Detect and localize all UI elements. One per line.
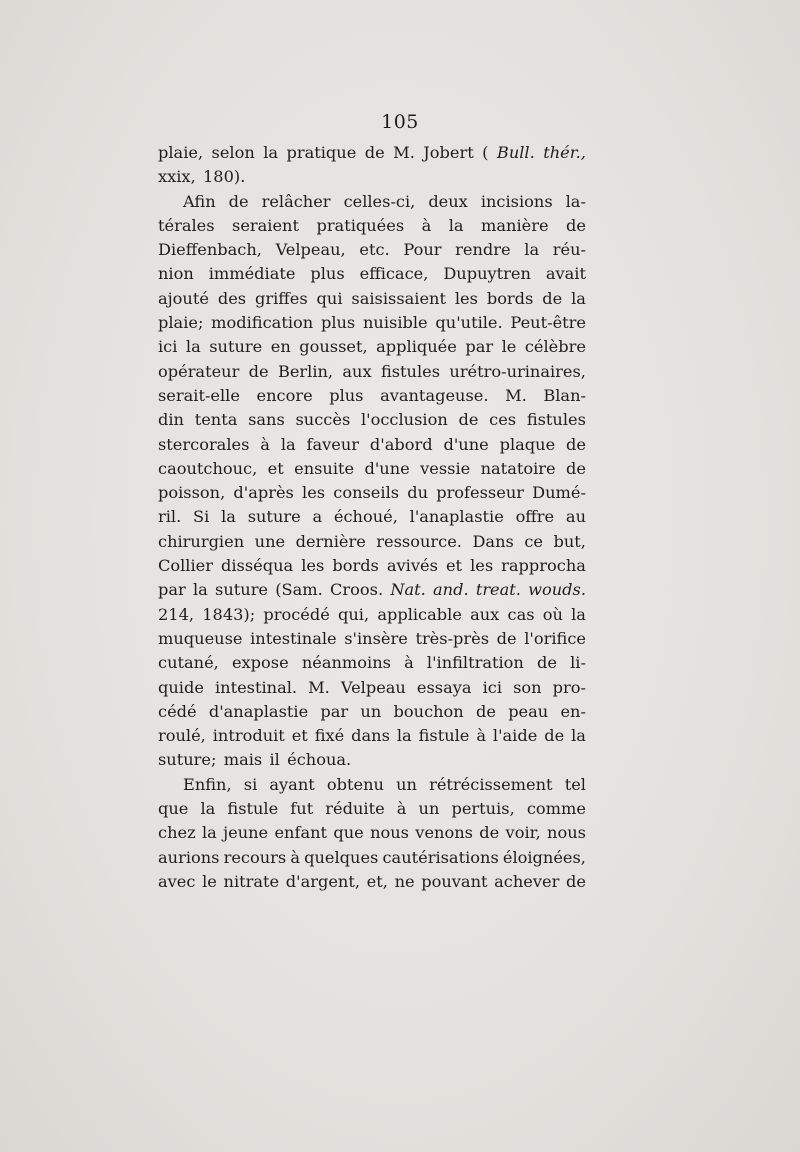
- word: immédiate: [208, 264, 296, 284]
- word: ayant: [269, 774, 315, 794]
- word: gousset,: [299, 337, 368, 357]
- word: caoutchouc,: [158, 458, 258, 478]
- word: les: [301, 556, 325, 576]
- word: avantageuse.: [380, 385, 489, 405]
- word: natatoire: [480, 458, 556, 478]
- word: dernière: [295, 531, 366, 551]
- text-line: [158, 360, 586, 384]
- word: but,: [553, 531, 586, 551]
- text-line: [158, 165, 586, 189]
- word: la: [280, 434, 296, 454]
- word: néanmoins: [301, 653, 391, 673]
- word: la: [192, 580, 208, 600]
- word: qui: [316, 288, 343, 308]
- word: plaie;: [158, 313, 204, 333]
- word: M.: [505, 385, 527, 405]
- word: recours: [223, 847, 287, 867]
- word: stercorales: [158, 434, 250, 454]
- word: si: [243, 774, 258, 794]
- word: ensuite: [294, 458, 355, 478]
- text-line: [158, 190, 586, 214]
- word: de: [566, 434, 586, 454]
- text-line: [158, 578, 586, 602]
- word: cautérisations: [382, 847, 499, 867]
- word: seraient: [232, 215, 299, 235]
- word: d'argent,: [285, 871, 361, 891]
- text-line: [158, 700, 586, 724]
- word: de: [537, 653, 557, 673]
- word: chez: [158, 823, 196, 843]
- word: plus: [310, 264, 345, 284]
- text-line: [158, 481, 586, 505]
- text-line: [158, 676, 586, 700]
- word: les: [470, 556, 494, 576]
- word: pouvant: [421, 871, 488, 891]
- word: nitrate: [223, 871, 280, 891]
- word: modification: [211, 313, 314, 333]
- word: en-: [560, 701, 586, 721]
- word: Afin: [183, 191, 216, 211]
- word: mais: [223, 750, 263, 770]
- word: à: [421, 215, 432, 235]
- word: à: [396, 799, 407, 819]
- word: Peut-être: [510, 313, 586, 333]
- word: à: [290, 847, 300, 867]
- word: xxix,: [158, 167, 196, 187]
- word: plaie,: [158, 143, 204, 162]
- word: appliquée: [376, 337, 457, 357]
- word: au: [565, 507, 586, 527]
- word: (: [482, 143, 489, 162]
- word: din: [158, 410, 184, 430]
- word: ressource.: [376, 531, 462, 551]
- text-line: [158, 870, 586, 894]
- word: avec: [158, 871, 196, 891]
- word: relâcher: [261, 191, 331, 211]
- text-line: [158, 554, 586, 578]
- word: conseils: [333, 483, 400, 503]
- word: échoua.: [287, 750, 352, 770]
- word: l'anaplastie: [409, 507, 504, 527]
- word: urétro-urinaires,: [449, 361, 586, 381]
- word: li-: [570, 653, 586, 673]
- word: fistules: [526, 410, 586, 430]
- word: des: [217, 288, 247, 308]
- word: tel: [564, 774, 586, 794]
- word: à: [404, 653, 414, 673]
- word: de: [566, 215, 586, 235]
- word: il: [269, 750, 280, 770]
- word: du: [407, 483, 429, 503]
- word: d'après: [233, 483, 294, 503]
- word: essaya: [416, 677, 472, 697]
- word: cas: [507, 604, 535, 624]
- word: térales: [158, 215, 215, 235]
- word: muqueuse: [158, 628, 243, 648]
- word: 180).: [203, 167, 246, 187]
- word: et: [267, 458, 284, 478]
- word: procédé: [263, 604, 330, 624]
- word: la: [571, 604, 586, 624]
- word: serait-elle: [158, 385, 240, 405]
- word: de: [542, 288, 563, 308]
- word: (Sam.: [275, 580, 323, 600]
- page-number: 105: [381, 111, 419, 133]
- word: son: [513, 677, 542, 697]
- word: bords: [486, 288, 534, 308]
- word: introduit: [212, 726, 285, 746]
- word: Enfin,: [183, 774, 232, 794]
- word: griffes: [254, 288, 308, 308]
- word: fistules: [380, 361, 441, 381]
- word: et: [291, 726, 308, 746]
- word: dans: [351, 726, 390, 746]
- word: s'insère: [344, 628, 408, 648]
- word: de: [496, 628, 517, 648]
- word: manière: [481, 215, 549, 235]
- text-line: [158, 773, 586, 797]
- word: la-: [565, 191, 586, 211]
- word: tenta: [194, 410, 238, 430]
- word: plus: [320, 313, 356, 333]
- text-line: [158, 821, 586, 845]
- word: enfant: [274, 823, 328, 843]
- word: de: [479, 823, 500, 843]
- word: que: [333, 823, 364, 843]
- word: de: [475, 701, 496, 721]
- word: poisson,: [158, 483, 226, 503]
- word: la: [571, 726, 586, 746]
- word: disséqua: [221, 556, 294, 576]
- text-line: [158, 335, 586, 359]
- word: Pour: [403, 240, 442, 260]
- word: la: [524, 240, 540, 260]
- word: Nat.: [390, 580, 426, 600]
- word: Velpeau,: [275, 240, 346, 260]
- text-line: [158, 287, 586, 311]
- word: par: [158, 580, 186, 600]
- text-line: [158, 311, 586, 335]
- word: Croos.: [330, 580, 384, 600]
- word: de: [458, 410, 479, 430]
- word: plus: [329, 385, 364, 405]
- word: par: [465, 337, 494, 357]
- word: pratiquées: [316, 215, 405, 235]
- word: éloignées,: [502, 847, 586, 867]
- word: succès: [295, 410, 351, 430]
- word: la: [200, 799, 216, 819]
- word: fistule: [227, 799, 279, 819]
- word: avivés: [386, 556, 438, 576]
- word: sans: [248, 410, 285, 430]
- word: Dieffenbach,: [158, 240, 262, 260]
- word: vessie: [420, 458, 471, 478]
- word: etc.: [359, 240, 390, 260]
- word: saisissaient: [351, 288, 446, 308]
- word: Collier: [158, 556, 213, 576]
- word: que: [158, 799, 189, 819]
- word: treat.: [475, 580, 521, 600]
- word: cutané,: [158, 653, 219, 673]
- word: expose: [231, 653, 289, 673]
- word: faveur: [306, 434, 360, 454]
- word: la: [263, 143, 279, 162]
- word: l'orifice: [524, 628, 586, 648]
- word: suture: [215, 580, 269, 600]
- word: ne: [394, 871, 415, 891]
- word: à: [260, 434, 270, 454]
- word: de: [228, 191, 249, 211]
- word: a: [312, 507, 323, 527]
- word: M.: [308, 677, 330, 697]
- text-line: [158, 238, 586, 262]
- word: rapprocha: [501, 556, 586, 576]
- word: ici: [158, 337, 178, 357]
- text-line: [158, 384, 586, 408]
- word: Dupuytren: [443, 264, 531, 284]
- word: d'abord: [369, 434, 433, 454]
- word: et: [445, 556, 463, 576]
- word: où: [542, 604, 563, 624]
- word: fistule: [418, 726, 470, 746]
- body-text: [158, 141, 586, 894]
- word: les: [454, 288, 478, 308]
- word: aurions: [158, 847, 220, 867]
- word: Jobert: [423, 143, 474, 162]
- word: 1843);: [202, 604, 256, 624]
- word: 214,: [158, 604, 195, 624]
- word: de: [544, 726, 565, 746]
- word: Blan-: [543, 385, 586, 405]
- word: les: [302, 483, 326, 503]
- word: jeune: [223, 823, 269, 843]
- word: réduite: [325, 799, 385, 819]
- text-line: [158, 846, 586, 870]
- word: l'occlusion: [360, 410, 448, 430]
- word: Dans: [472, 531, 514, 551]
- word: Si: [193, 507, 210, 527]
- word: la: [448, 215, 464, 235]
- text-line: [158, 724, 586, 748]
- word: pratique: [286, 143, 357, 162]
- word: nion: [158, 264, 194, 284]
- text-line: [158, 214, 586, 238]
- word: suture;: [158, 750, 217, 770]
- word: qu'utile.: [435, 313, 503, 333]
- word: l'aide: [492, 726, 538, 746]
- word: aux: [342, 361, 372, 381]
- word: obtenu: [326, 774, 384, 794]
- word: aux: [470, 604, 500, 624]
- word: d'anaplastie: [208, 701, 309, 721]
- word: ajouté: [158, 288, 209, 308]
- word: Berlin,: [277, 361, 334, 381]
- word: qui,: [338, 604, 370, 624]
- word: encore: [256, 385, 313, 405]
- word: de: [248, 361, 269, 381]
- word: à: [476, 726, 486, 746]
- word: la: [221, 507, 236, 527]
- word: nous: [547, 823, 586, 843]
- word: fut: [290, 799, 314, 819]
- word: selon: [211, 143, 255, 162]
- word: Velpeau: [340, 677, 406, 697]
- word: d'une: [443, 434, 489, 454]
- word: ici: [482, 677, 503, 697]
- word: un: [396, 774, 417, 794]
- word: nous: [370, 823, 409, 843]
- word: Bull.: [496, 143, 535, 162]
- word: réu-: [552, 240, 586, 260]
- word: intestinal.: [214, 677, 298, 697]
- word: nuisible: [363, 313, 428, 333]
- text-line: [158, 457, 586, 481]
- word: celles-ci,: [343, 191, 416, 211]
- word: plaque: [499, 434, 556, 454]
- word: opérateur: [158, 361, 240, 381]
- word: de: [565, 458, 586, 478]
- text-line: [158, 141, 586, 165]
- word: échoué,: [333, 507, 398, 527]
- word: applicable: [377, 604, 462, 624]
- word: ril.: [158, 507, 182, 527]
- word: un: [360, 701, 382, 721]
- word: rétrécissement: [429, 774, 553, 794]
- word: la: [571, 288, 586, 308]
- word: quelques: [304, 847, 379, 867]
- text-line: [158, 627, 586, 651]
- word: suture: [247, 507, 301, 527]
- word: de: [566, 871, 586, 891]
- word: le: [202, 871, 217, 891]
- word: pro-: [552, 677, 586, 697]
- word: Dumé-: [532, 483, 586, 503]
- text-line: [158, 433, 586, 457]
- word: suture: [209, 337, 263, 357]
- text-line: [158, 408, 586, 432]
- word: voir,: [505, 823, 541, 843]
- word: la: [396, 726, 412, 746]
- word: achever: [494, 871, 560, 891]
- word: professeur: [436, 483, 524, 503]
- word: incisions: [480, 191, 553, 211]
- text-line: [158, 651, 586, 675]
- word: la: [201, 823, 217, 843]
- word: chirurgien: [158, 531, 245, 551]
- word: and.: [433, 580, 469, 600]
- text-line: [158, 262, 586, 286]
- word: le: [501, 337, 517, 357]
- word: bouchon: [393, 701, 464, 721]
- word: une: [254, 531, 286, 551]
- word: efficace,: [359, 264, 429, 284]
- word: venons: [415, 823, 473, 843]
- word: d'une: [364, 458, 410, 478]
- text-line: [158, 603, 586, 627]
- word: peau: [508, 701, 549, 721]
- word: deux: [428, 191, 468, 211]
- word: bords: [332, 556, 379, 576]
- word: ce: [524, 531, 543, 551]
- word: intestinale: [250, 628, 337, 648]
- word: wouds.: [528, 580, 586, 600]
- word: de: [364, 143, 385, 162]
- text-line: [158, 797, 586, 821]
- text-line: [158, 748, 586, 772]
- word: roulé,: [158, 726, 206, 746]
- word: comme: [526, 799, 586, 819]
- word: avait: [545, 264, 586, 284]
- word: cédé: [158, 701, 197, 721]
- word: un: [418, 799, 440, 819]
- text-line: [158, 530, 586, 554]
- word: quide: [158, 677, 204, 697]
- word: pertuis,: [451, 799, 515, 819]
- word: et,: [366, 871, 388, 891]
- word: ces: [489, 410, 517, 430]
- word: en: [270, 337, 291, 357]
- word: par: [320, 701, 349, 721]
- word: offre: [515, 507, 555, 527]
- word: célèbre: [524, 337, 586, 357]
- word: l'infiltration: [426, 653, 524, 673]
- word: très-près: [415, 628, 490, 648]
- word: rendre: [455, 240, 511, 260]
- word: fixé: [314, 726, 345, 746]
- text-line: [158, 505, 586, 529]
- word: la: [185, 337, 201, 357]
- word: thér.,: [543, 143, 586, 162]
- word: M.: [393, 143, 415, 162]
